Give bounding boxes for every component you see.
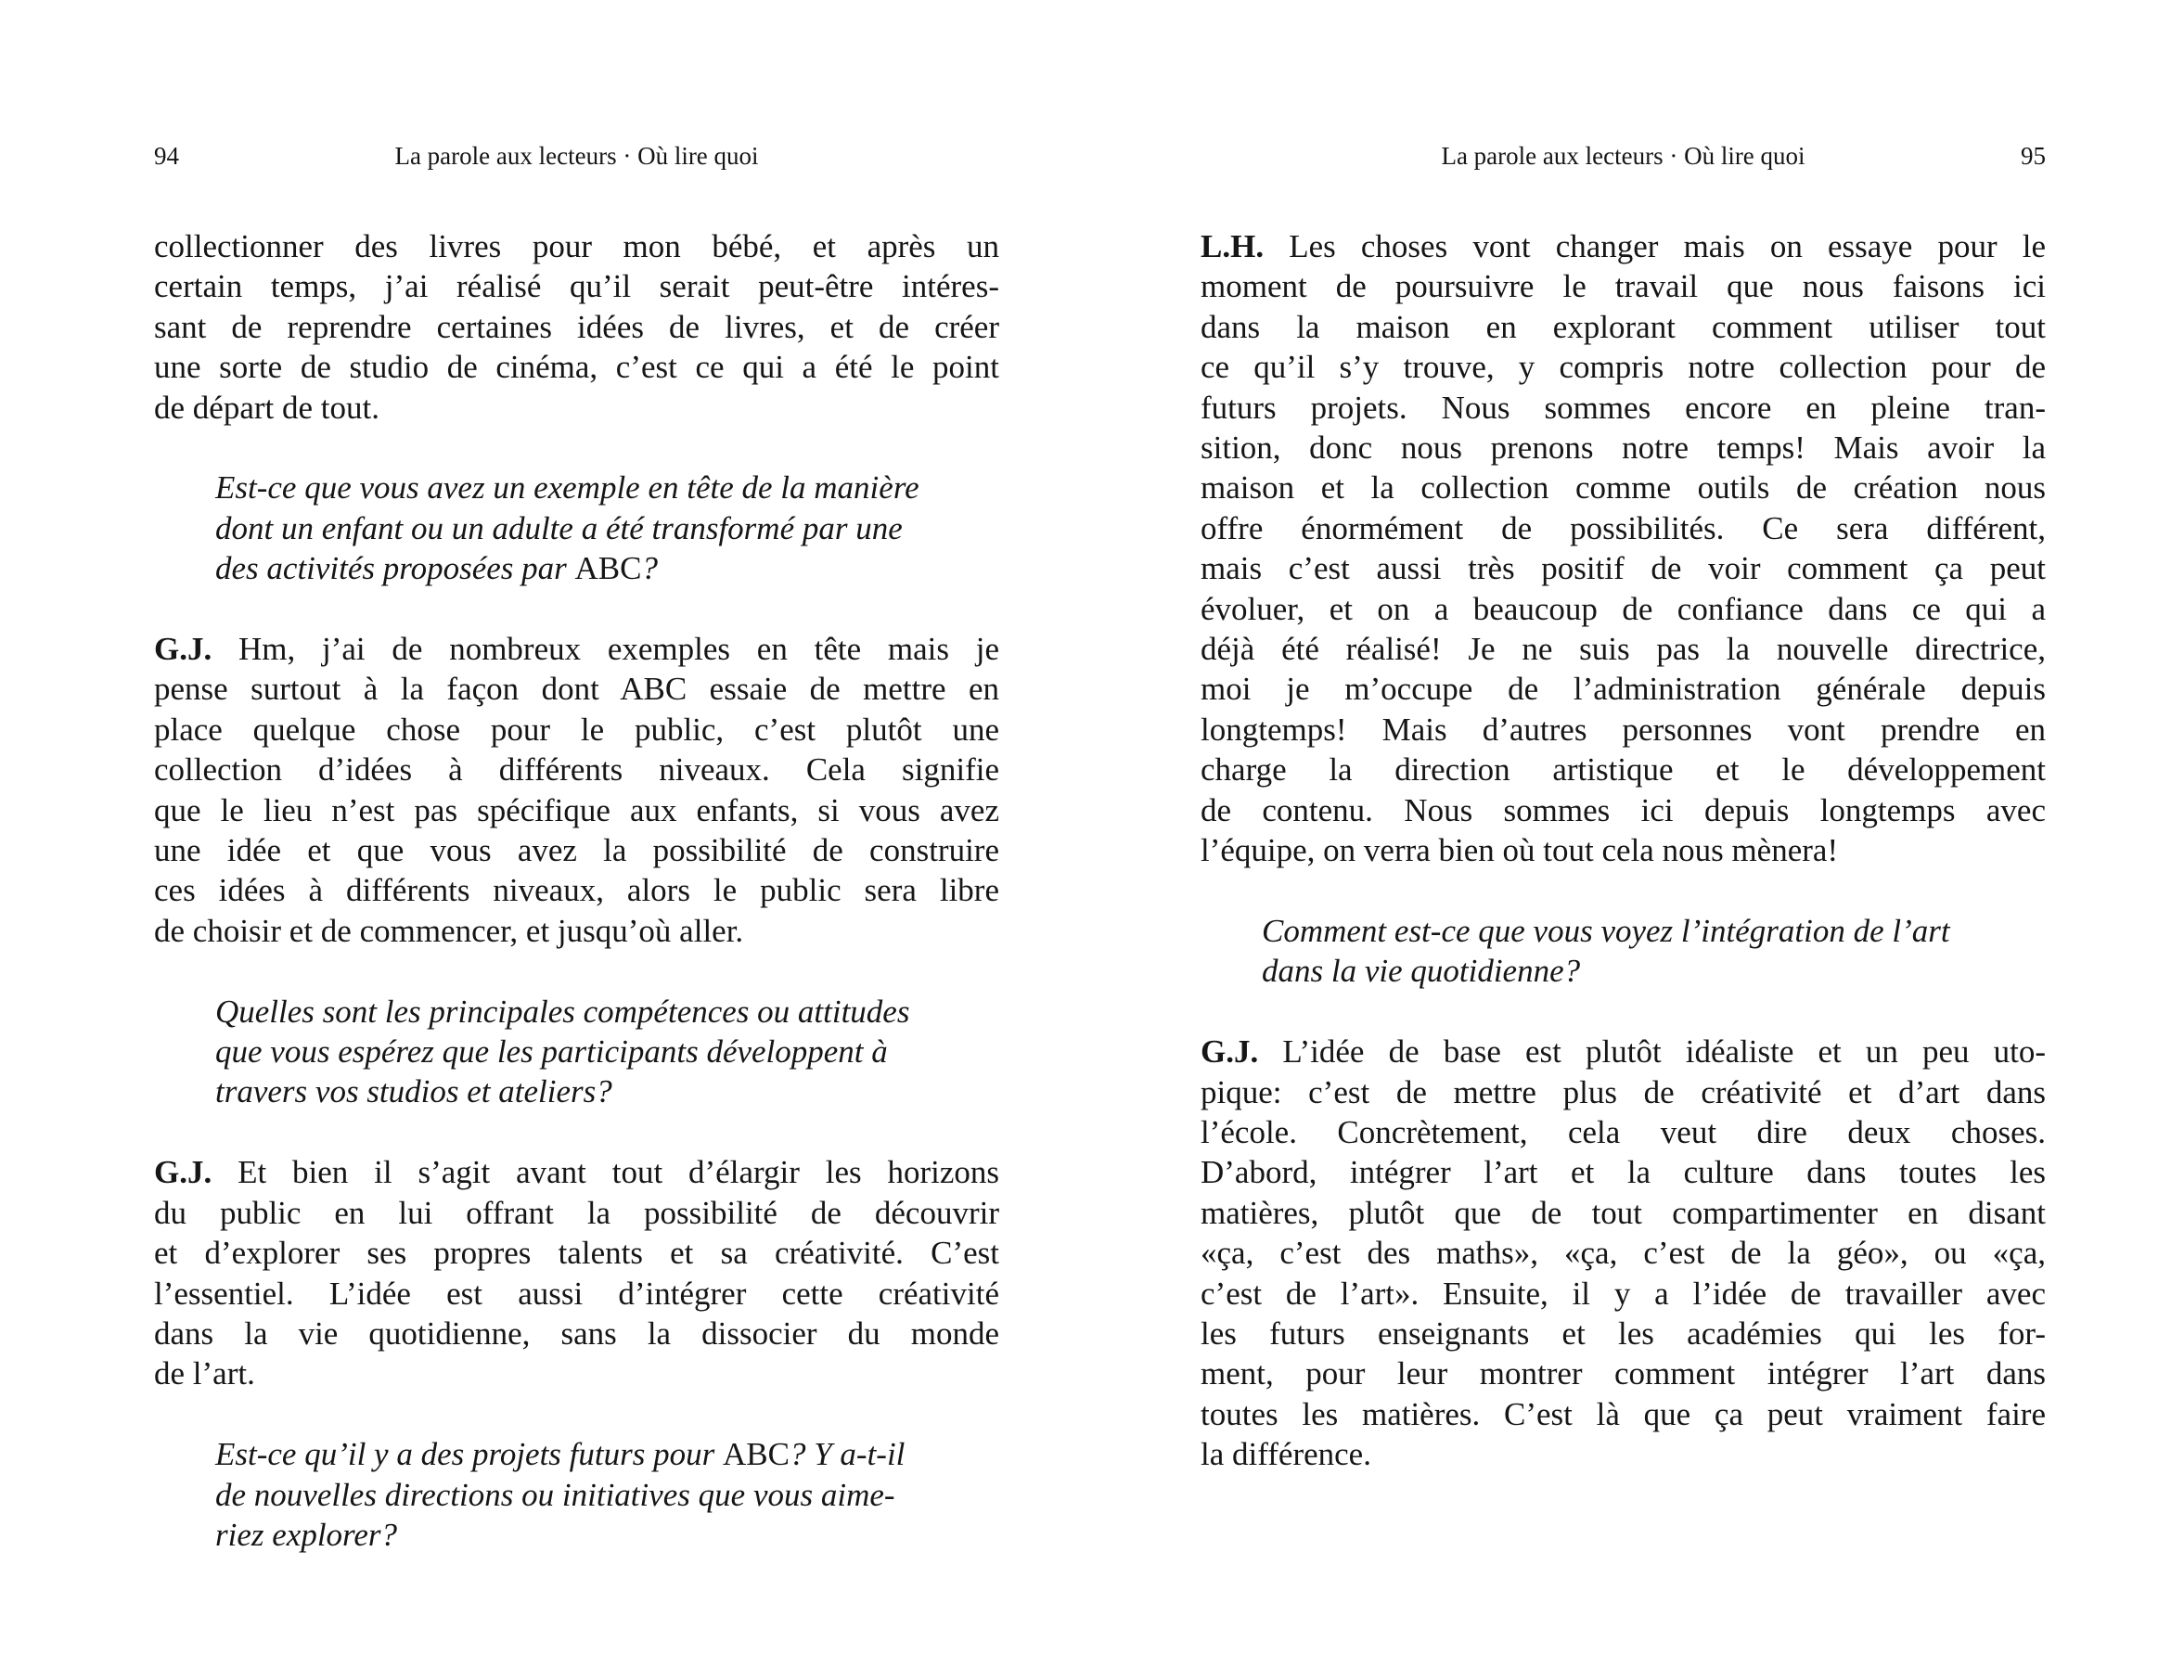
text-line: dans la vie quotidienne? (1262, 953, 1581, 990)
text-line: sition, donc nous prenons notre temps! Mais avoir la (1201, 430, 2046, 467)
text-line: une sorte de studio de cinéma, c’est ce qui a été le point (154, 349, 999, 386)
text-line: longtemps! Mais d’autres personnes vont prendre en (1201, 711, 2046, 748)
text-line: c’est de l’art». Ensuite, il y a l’idée de travailler avec (1201, 1275, 2046, 1312)
text-line: et d’explorer ses propres talents et sa créativité. C’est (154, 1235, 999, 1272)
interview-question (1201, 911, 2046, 992)
text-line: dans la maison en explorant comment utiliser tout (1201, 308, 2046, 345)
interview-question (154, 1434, 999, 1555)
text-line: dont un enfant ou un adulte a été transformé par une (215, 509, 903, 546)
text-line: les futurs enseignants et les académies qui les for- (1201, 1315, 2046, 1352)
page-header (154, 141, 999, 173)
text-line: Quelles sont les principales compétences ou attitudes (215, 993, 910, 1030)
text-line: une idée et que vous avez la possibilité de construire (154, 832, 999, 869)
text-line: G.J. Et bien il s’agit avant tout d’élargir les horizons (154, 1154, 999, 1191)
interview-answer (154, 1152, 999, 1393)
text-line: l’équipe, on verra bien où tout cela nous mènera! (1201, 832, 1839, 869)
text-line: Est-ce que vous avez un exemple en tête de la manière (215, 469, 919, 507)
text-line: dans la vie quotidienne, sans la dissocier du monde (154, 1315, 999, 1352)
speaker-label: L.H. (1201, 228, 1265, 264)
text-line: sant de reprendre certaines idées de livres, et de créer (154, 308, 999, 345)
text-line: moment de poursuivre le travail que nous faisons ici (1201, 268, 2046, 305)
org-abbrev: ABC (574, 550, 642, 587)
speaker-label: G.J. (154, 631, 212, 668)
page-94 (154, 141, 999, 1555)
text-line: que vous espérez que les participants développent à (215, 1033, 888, 1071)
text-line: mais c’est aussi très positif de voir comment ça peut (1201, 550, 2046, 587)
text-line: de choisir et de commencer, et jusqu’où aller. (154, 912, 744, 949)
text-line: Est-ce qu’il y a des projets futurs pour ABC? Y a-t-il (215, 1436, 906, 1473)
text-line: offre énormément de possibilités. Ce sera différent, (1201, 509, 2046, 546)
text-line: pique: c’est de mettre plus de créativité et d’art dans (1201, 1073, 2046, 1110)
text-line: certain temps, j’ai réalisé qu’il serait peut-être intéres- (154, 268, 999, 305)
text-line: moi je m’occupe de l’administration générale depuis (1201, 671, 2046, 708)
interview-question (154, 468, 999, 588)
text-line: G.J. L’idée de base est plutôt idéaliste et un peu uto- (1201, 1033, 2046, 1071)
page-number: 95 (2021, 142, 2046, 170)
text-line: futurs projets. Nous sommes encore en pleine tran- (1201, 389, 2046, 426)
interview-answer (1201, 226, 2046, 871)
text-line: maison et la collection comme outils de création nous (1201, 469, 2046, 507)
running-header: La parole aux lecteurs · Où lire quoi (394, 142, 759, 170)
text-line: Comment est-ce que vous voyez l’intégration de l’art (1262, 912, 1950, 949)
interview-answer (1201, 1032, 2046, 1474)
speaker-label: G.J. (1201, 1033, 1259, 1071)
text-line: place quelque chose pour le public, c’est plutôt une (154, 711, 999, 748)
text-line: ces idées à différents niveaux, alors le public sera libre (154, 872, 999, 909)
text-line: évoluer, et on a beaucoup de confiance dans ce qui a (1201, 590, 2046, 627)
text-line: G.J. Hm, j’ai de nombreux exemples en tête mais je (154, 631, 999, 668)
text-line: déjà été réalisé! Je ne suis pas la nouvelle directrice, (1201, 631, 2046, 668)
text-line: collectionner des livres pour mon bébé, et après un (154, 228, 999, 264)
page-body (154, 226, 999, 1555)
text-line: charge la direction artistique et le développement (1201, 751, 2046, 789)
text-line: D’abord, intégrer l’art et la culture dans toutes les (1201, 1154, 2046, 1191)
text-line: de l’art. (154, 1355, 255, 1392)
speaker-label: G.J. (154, 1154, 212, 1191)
running-header: La parole aux lecteurs · Où lire quoi (1441, 142, 1805, 170)
text-line: travers vos studios et ateliers? (215, 1073, 612, 1110)
text-line: l’école. Concrètement, cela veut dire deux choses. (1201, 1113, 2046, 1150)
page-number: 94 (154, 142, 179, 170)
text-line: pense surtout à la façon dont ABC essaie de mettre en (154, 671, 999, 708)
text-line: riez explorer? (215, 1516, 398, 1553)
text-line: que le lieu n’est pas spécifique aux enfants, si vous avez (154, 791, 999, 828)
text-line: matières, plutôt que de tout compartimenter en disant (1201, 1194, 2046, 1231)
text-line: ce qu’il s’y trouve, y compris notre collection pour de (1201, 349, 2046, 386)
page-body (1201, 226, 2046, 1475)
text-line: toutes les matières. C’est là que ça peut vraiment faire (1201, 1395, 2046, 1432)
text-line: de contenu. Nous sommes ici depuis longtemps avec (1201, 791, 2046, 828)
text-line: de nouvelles directions ou initiatives que vous aime- (215, 1476, 895, 1513)
interview-question (154, 992, 999, 1112)
org-abbrev: ABC (722, 1436, 790, 1473)
page-95 (1201, 141, 2046, 1475)
text-line: collection d’idées à différents niveaux. Cela signifie (154, 751, 999, 789)
text-line: de départ de tout. (154, 389, 379, 426)
text-line: L.H. Les choses vont changer mais on essaye pour le (1201, 228, 2046, 264)
text-line: des activités proposées par ABC? (215, 550, 658, 587)
interview-answer (154, 629, 999, 951)
text-line: ment, pour leur montrer comment intégrer l’art dans (1201, 1355, 2046, 1392)
body-paragraph (154, 226, 999, 428)
text-line: «ça, c’est des maths», «ça, c’est de la géo», ou «ça, (1201, 1235, 2046, 1272)
page-header (1201, 141, 2046, 173)
text-line: la différence. (1201, 1436, 1371, 1473)
text-line: du public en lui offrant la possibilité de découvrir (154, 1194, 999, 1231)
text-line: l’essentiel. L’idée est aussi d’intégrer cette créativité (154, 1275, 999, 1312)
